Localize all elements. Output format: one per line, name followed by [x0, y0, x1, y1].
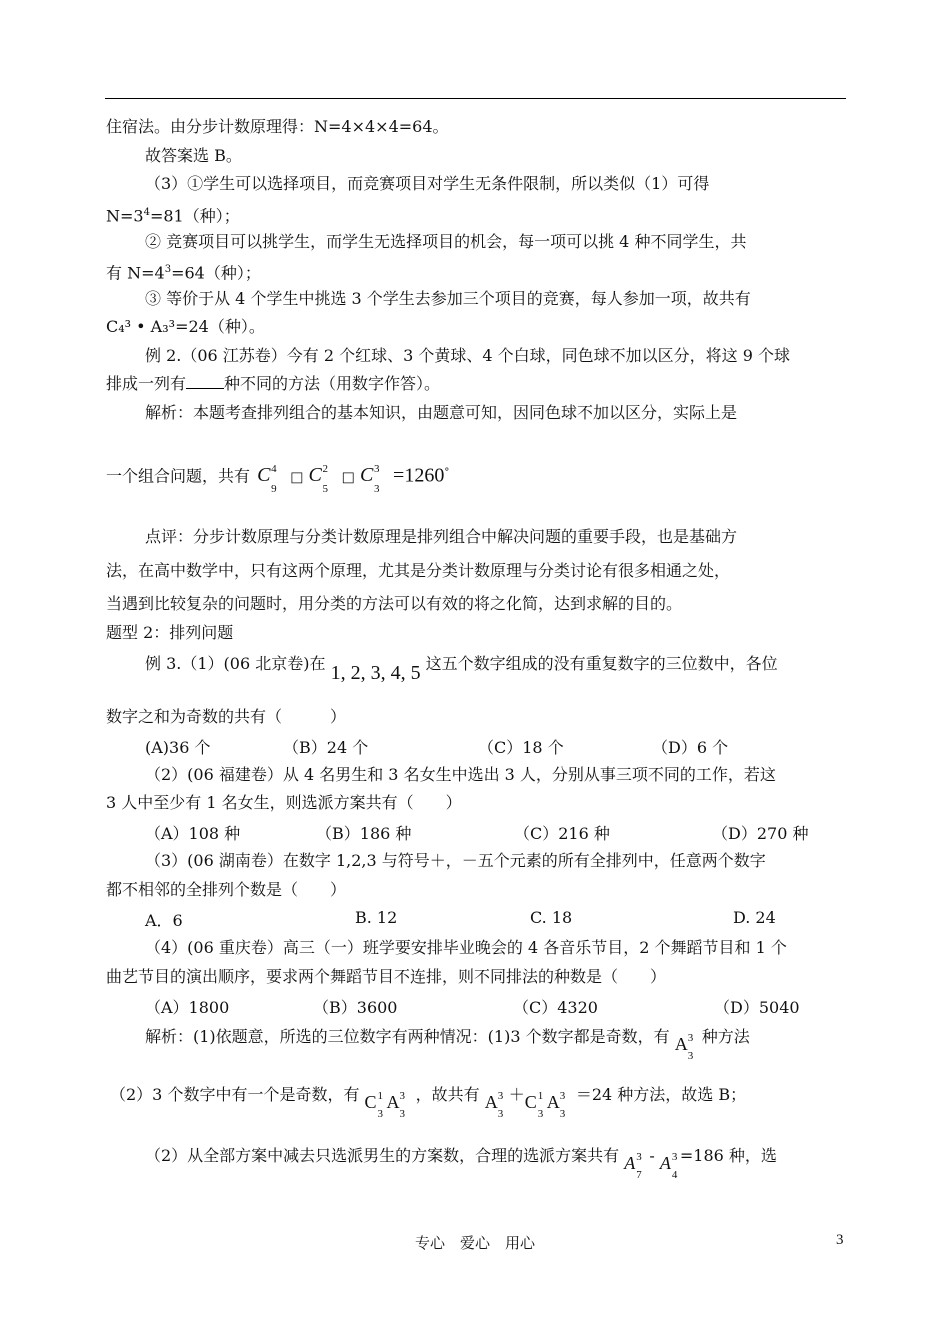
- answer-blank: [186, 374, 224, 389]
- perm-a33: A 3 3: [484, 1090, 504, 1120]
- text-line: （4）(06 重庆卷）高三（一）班学要安排毕业晚会的 4 各音乐节目，2 个舞蹈节目和 1 个: [145, 938, 787, 957]
- comb-c31: C 1 3: [364, 1090, 384, 1120]
- text-line: 都不相邻的全排列个数是（ ）: [106, 880, 347, 899]
- comb-c31: C 1 3: [524, 1090, 544, 1120]
- digit-set: 1, 2, 3, 4, 5: [330, 662, 421, 684]
- text-line: 曲艺节目的演出顺序，要求两个舞蹈节目不连排，则不同排法的种数是（ ）: [106, 967, 667, 986]
- combination-c94: C 4 9: [257, 463, 277, 496]
- option: （D）6 个: [652, 738, 729, 757]
- option: （B）24 个: [283, 738, 369, 757]
- text-line: 当遇到比较复杂的问题时，用分类的方法可以有效的将之化简，达到求解的目的。: [106, 594, 683, 613]
- option: （C）216 种: [514, 824, 610, 843]
- text-line: 3 人中至少有 1 名女生，则选派方案共有（ ）: [106, 793, 462, 812]
- text-line: 法，在高中数学中，只有这两个原理，尤其是分类计数原理与分类讨论有很多相通之处，: [106, 561, 731, 580]
- option: D. 24: [733, 908, 776, 927]
- text-line: ③ 等价于从 4 个学生中挑选 3 个学生去参加三个项目的竞赛，每人参加一项，故共有: [145, 289, 751, 308]
- perm-a73: A 3 7: [624, 1151, 642, 1181]
- combination-c52: C 2 5: [308, 463, 329, 496]
- text-line: （2）3 个数字中有一个是奇数，有 C 1 3 A 3 3 ，故共有 A 3 3 ＋C 1 3 A 3 3 ＝24 种方法，故选 B；: [110, 1085, 747, 1120]
- option: （C）18 个: [478, 738, 564, 757]
- option: (A)36 个: [145, 738, 211, 757]
- option: （C）4320: [513, 998, 598, 1017]
- text-line: ② 竞赛项目可以挑学生，而学生无选择项目的机会，每一项可以挑 4 种不同学生，共: [145, 232, 747, 251]
- text-line: 住宿法。由分步计数原理得：N=4×4×4=64。: [106, 117, 449, 136]
- header-rule: [105, 98, 846, 99]
- option: （A）1800: [145, 998, 230, 1017]
- option: （B）186 种: [316, 824, 412, 843]
- text-line: 点评：分步计数原理与分类计数原理是排列组合中解决问题的重要手段，也是基础方: [145, 527, 738, 546]
- text-line: 排成一列有 种不同的方法（用数字作答）。: [106, 374, 441, 393]
- page-footer: 专心 爱心 用心: [414, 1234, 535, 1252]
- combination-c33: C 3 3: [359, 463, 380, 496]
- option: C. 18: [530, 908, 573, 927]
- text-line: （2）(06 福建卷）从 4 名男生和 3 名女生中选出 3 人，分别从事三项不同的工作，若这: [145, 765, 776, 784]
- perm-a33: A 3 3: [386, 1090, 406, 1120]
- text-line: C₄³ • A₃³=24（种）。: [106, 317, 265, 336]
- perm-a33: A 3 3: [674, 1032, 694, 1062]
- text-line: 一个组合问题，共有 C 4 9 □ C 2 5 □ C 3 3 =1260°: [106, 463, 450, 496]
- section-heading: 题型 2：排列问题: [106, 623, 234, 642]
- text-line: （2）从全部方案中减去只选派男生的方案数，合理的选派方案共有 A 3 7 - A 3 4 =186 种，选: [145, 1146, 777, 1181]
- text-line: 解析：本题考查排列组合的基本知识，由题意可知，因同色球不加以区分，实际上是: [145, 403, 738, 422]
- option: （B）3600: [313, 998, 398, 1017]
- text-line: （3）①学生可以选择项目，而竞赛项目对学生无条件限制，所以类似（1）可得: [145, 174, 710, 193]
- perm-a43: A 3 4: [659, 1151, 678, 1181]
- text-line: 例 3.（1）(06 北京卷)在 1, 2, 3, 4, 5 这五个数字组成的没有重复数字的三位数中，各位: [145, 654, 778, 684]
- page-number: 3: [836, 1232, 844, 1248]
- option: （D）270 种: [712, 824, 809, 843]
- text-line: $N=3^4=81$（种）；: [106, 206, 240, 226]
- text-line: 数字之和为奇数的共有（ ）: [106, 707, 347, 726]
- text-line: 例 2.（06 江苏卷）今有 2 个红球、3 个黄球、4 个白球，同色球不加以区分，将这 9 个球: [145, 346, 791, 365]
- perm-a33: A 3 3: [546, 1090, 566, 1120]
- text-line: 故答案选 B。: [145, 146, 242, 165]
- text-line: 解析：(1)依题意，所选的三位数字有两种情况：(1)3 个数字都是奇数，有 A 3 3 种方法: [145, 1027, 750, 1062]
- text-line: 有 $N=4^3=64$（种）；: [106, 263, 261, 283]
- option: （A）108 种: [145, 824, 241, 843]
- option: A．6: [145, 911, 183, 930]
- option: （D）5040: [714, 998, 800, 1017]
- option: B. 12: [355, 908, 398, 927]
- text-line: （3）(06 湖南卷）在数字 1,2,3 与符号＋，－五个元素的所有全排列中，任意两个数字: [145, 851, 766, 870]
